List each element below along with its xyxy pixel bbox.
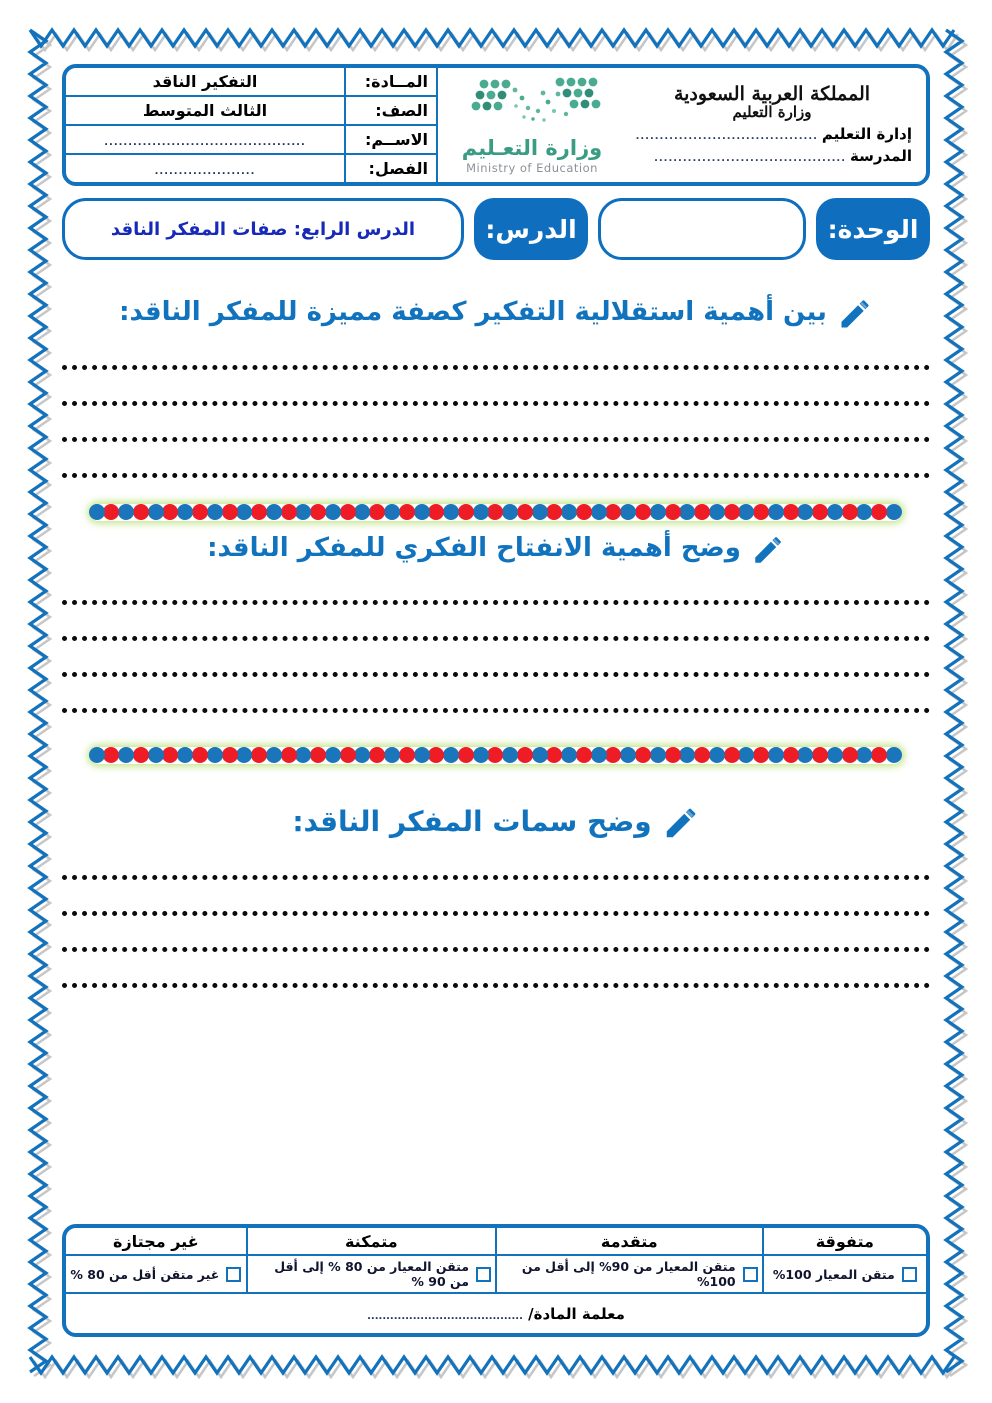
question-3-text: وضح سمات المفكر الناقد:	[292, 804, 652, 838]
bead-dot	[812, 747, 828, 763]
question-1	[62, 294, 930, 330]
bead-dot	[665, 747, 681, 763]
bead-dot	[384, 747, 400, 763]
unit-value-slot[interactable]	[598, 198, 806, 260]
criterion-excellent: متقن المعيار 100%	[772, 1266, 895, 1282]
bead-dot	[635, 504, 651, 520]
bead-dot	[842, 504, 858, 520]
teacher-signature-blank[interactable]: .........................................	[367, 1310, 523, 1322]
question-2	[62, 531, 930, 565]
pencil-icon	[837, 296, 873, 332]
checkbox-proficient[interactable]	[476, 1267, 491, 1282]
bead-dot	[871, 747, 887, 763]
bead-dot	[665, 504, 681, 520]
ksa-emblem-ministry-text: وزارة التعليم	[732, 103, 812, 121]
answer-line[interactable]	[62, 844, 930, 880]
bead-dot	[162, 504, 178, 520]
teacher-label: معلمة المادة/	[528, 1304, 625, 1323]
bead-dot	[281, 747, 297, 763]
table-row	[66, 154, 437, 182]
bead-dot	[487, 747, 503, 763]
bead-dot	[177, 504, 193, 520]
bead-dot	[310, 747, 326, 763]
bead-dot	[133, 504, 149, 520]
bead-dot	[487, 504, 503, 520]
answer-line[interactable]	[62, 641, 930, 677]
grade-label: الصف:	[345, 96, 437, 125]
lesson-value-slot	[62, 198, 464, 260]
grade-value: الثالث المتوسط	[66, 96, 345, 125]
bead-dot	[281, 504, 297, 520]
pencil-icon	[662, 804, 700, 842]
bead-dot	[251, 747, 267, 763]
bead-dot	[414, 504, 430, 520]
bead-dot	[635, 747, 651, 763]
bead-dot	[89, 504, 105, 520]
bead-dot	[546, 747, 562, 763]
ministry-logo-english-wordmark: Ministry of Education	[466, 160, 598, 175]
bead-dot	[797, 504, 813, 520]
bead-dot	[886, 747, 902, 763]
answer-line[interactable]	[62, 406, 930, 442]
checkbox-not-passed[interactable]	[226, 1267, 241, 1282]
question-1-text: بين أهمية استقلالية التفكير كصفة مميزة للمفكر الناقد:	[119, 297, 827, 327]
rubric-level-proficient: متمكنة	[247, 1228, 496, 1255]
bead-dot	[266, 747, 282, 763]
answer-line[interactable]	[62, 442, 930, 478]
bead-dot	[591, 747, 607, 763]
lesson-bar	[62, 198, 930, 260]
bead-dot	[738, 747, 754, 763]
student-info-table	[66, 68, 438, 182]
ministry-logo-dots-icon	[448, 76, 616, 134]
answer-line[interactable]	[62, 916, 930, 952]
table-row	[66, 68, 437, 96]
name-blank-field[interactable]: ..........................................	[104, 137, 306, 149]
answer-line[interactable]	[62, 569, 930, 605]
answer-line[interactable]	[62, 952, 930, 988]
bead-dot	[650, 504, 666, 520]
bead-dot	[428, 747, 444, 763]
header-box	[62, 64, 930, 186]
bead-dot	[340, 747, 356, 763]
bead-dot	[295, 504, 311, 520]
table-row	[66, 96, 437, 125]
criterion-proficient: متقن المعيار من 80 % إلى أقل من 90 %	[274, 1259, 470, 1289]
bead-dot	[473, 747, 489, 763]
bead-dot	[502, 504, 518, 520]
answer-line[interactable]	[62, 677, 930, 713]
bead-dot	[753, 747, 769, 763]
bead-dot	[724, 747, 740, 763]
bead-dot	[118, 504, 134, 520]
bead-dot	[369, 747, 385, 763]
bead-dot	[325, 747, 341, 763]
bead-dot	[458, 504, 474, 520]
bead-dot	[162, 747, 178, 763]
ministry-logo-arabic-wordmark: وزارة التعـليم	[461, 135, 603, 160]
bead-dot	[694, 504, 710, 520]
bead-dot	[797, 747, 813, 763]
question-2-text: وضح أهمية الانفتاح الفكري للمفكر الناقد:	[207, 533, 741, 563]
rubric-header-row	[66, 1228, 926, 1255]
bead-dot	[192, 747, 208, 763]
bead-dot	[103, 747, 119, 763]
question-3-answer-lines[interactable]	[62, 844, 930, 988]
bead-dot	[709, 747, 725, 763]
bead-dot	[133, 747, 149, 763]
school-blank: ........................................	[654, 153, 847, 164]
ksa-emblem-section	[626, 68, 926, 182]
bead-dot	[783, 747, 799, 763]
bead-dot	[399, 747, 415, 763]
bead-dot	[458, 747, 474, 763]
bead-dot	[856, 504, 872, 520]
bead-dot	[207, 504, 223, 520]
table-row	[66, 125, 437, 154]
rubric-criteria-row	[66, 1255, 926, 1293]
bead-dot	[576, 747, 592, 763]
bead-dot	[886, 504, 902, 520]
bead-dot	[384, 504, 400, 520]
checkbox-excellent[interactable]	[902, 1267, 917, 1282]
bead-dot	[517, 747, 533, 763]
bead-dot	[532, 504, 548, 520]
bead-dot	[605, 747, 621, 763]
bead-dot	[694, 747, 710, 763]
bead-dot	[679, 747, 695, 763]
subject-label: المــادة:	[345, 68, 437, 96]
bead-dot	[650, 747, 666, 763]
bead-dot	[517, 504, 533, 520]
bead-dot	[827, 504, 843, 520]
school-label: المدرسة	[850, 147, 912, 165]
checkbox-advanced[interactable]	[743, 1267, 758, 1282]
semester-label: الفصل:	[345, 154, 437, 182]
bead-dot	[502, 747, 518, 763]
bead-dot	[724, 504, 740, 520]
lesson-label-pill: الدرس:	[474, 198, 588, 260]
bead-dot	[236, 504, 252, 520]
bead-dot	[428, 504, 444, 520]
bead-dot	[605, 504, 621, 520]
question-3	[62, 802, 930, 840]
unit-label-pill: الوحدة:	[816, 198, 930, 260]
bead-dot	[783, 504, 799, 520]
bead-dot	[295, 747, 311, 763]
bead-dot	[325, 504, 341, 520]
bead-dot	[591, 504, 607, 520]
bead-dot	[236, 747, 252, 763]
bead-dot	[561, 504, 577, 520]
pencil-icon	[751, 533, 785, 567]
lesson-title: الدرس الرابع: صفات المفكر الناقد	[110, 218, 416, 240]
bead-dot	[207, 747, 223, 763]
bead-dot	[148, 504, 164, 520]
bead-dot	[192, 504, 208, 520]
bead-dot	[369, 504, 385, 520]
bead-dot	[576, 504, 592, 520]
bead-dot	[148, 747, 164, 763]
bead-dot	[812, 504, 828, 520]
bead-dot	[222, 504, 238, 520]
bead-dot	[473, 504, 489, 520]
bead-dot	[856, 747, 872, 763]
teacher-signature-row	[66, 1293, 926, 1333]
bead-dot	[266, 504, 282, 520]
bead-dot	[561, 747, 577, 763]
education-admin-blank: ......................................	[635, 131, 818, 142]
answer-line[interactable]	[62, 605, 930, 641]
answer-line[interactable]	[62, 880, 930, 916]
rubric-level-excellent: متفوقة	[763, 1228, 926, 1255]
bead-dot	[414, 747, 430, 763]
bead-dot	[443, 504, 459, 520]
bead-dot	[842, 747, 858, 763]
bead-dot	[532, 747, 548, 763]
bead-dot	[738, 504, 754, 520]
worksheet-page	[62, 56, 930, 1363]
bead-dot	[103, 504, 119, 520]
bead-dot	[871, 504, 887, 520]
semester-blank-field[interactable]: .....................	[154, 166, 256, 178]
rubric-level-advanced: متقدمة	[496, 1228, 763, 1255]
bead-dot	[222, 747, 238, 763]
bead-dot	[753, 504, 769, 520]
bead-dot	[620, 747, 636, 763]
bead-dot	[827, 747, 843, 763]
bead-dot	[354, 504, 370, 520]
bead-dot	[354, 747, 370, 763]
assessment-rubric-table	[62, 1224, 930, 1337]
ministry-logo	[438, 68, 626, 182]
rubric-level-not-passed: غير مجتازة	[66, 1228, 247, 1255]
subject-value: التفكير الناقد	[66, 68, 345, 96]
bead-dot	[177, 747, 193, 763]
question-2-answer-lines[interactable]	[62, 569, 930, 713]
criterion-not-passed: غير متقن أقل من 80 %	[70, 1266, 220, 1282]
answer-line[interactable]	[62, 370, 930, 406]
bead-dot	[251, 504, 267, 520]
bead-dot	[89, 747, 105, 763]
criterion-advanced: متقن المعيار من 90% إلى أقل من 100%	[521, 1259, 736, 1289]
ksa-emblem-country-text: المملكة العربية السعودية	[673, 83, 871, 105]
bead-dot	[340, 504, 356, 520]
bead-dot	[443, 747, 459, 763]
bead-dot	[546, 504, 562, 520]
bead-dot	[310, 504, 326, 520]
bead-dot	[620, 504, 636, 520]
bead-dot	[399, 504, 415, 520]
bead-dot	[768, 504, 784, 520]
answer-line[interactable]	[62, 334, 930, 370]
name-label: الاســم:	[345, 125, 437, 154]
bead-dot	[709, 504, 725, 520]
bead-dot	[679, 504, 695, 520]
education-admin-label: إدارة التعليم	[821, 125, 912, 143]
question-1-answer-lines[interactable]	[62, 334, 930, 478]
bead-separator	[90, 504, 902, 521]
bead-dot	[768, 747, 784, 763]
bead-separator	[90, 747, 902, 764]
bead-dot	[118, 747, 134, 763]
